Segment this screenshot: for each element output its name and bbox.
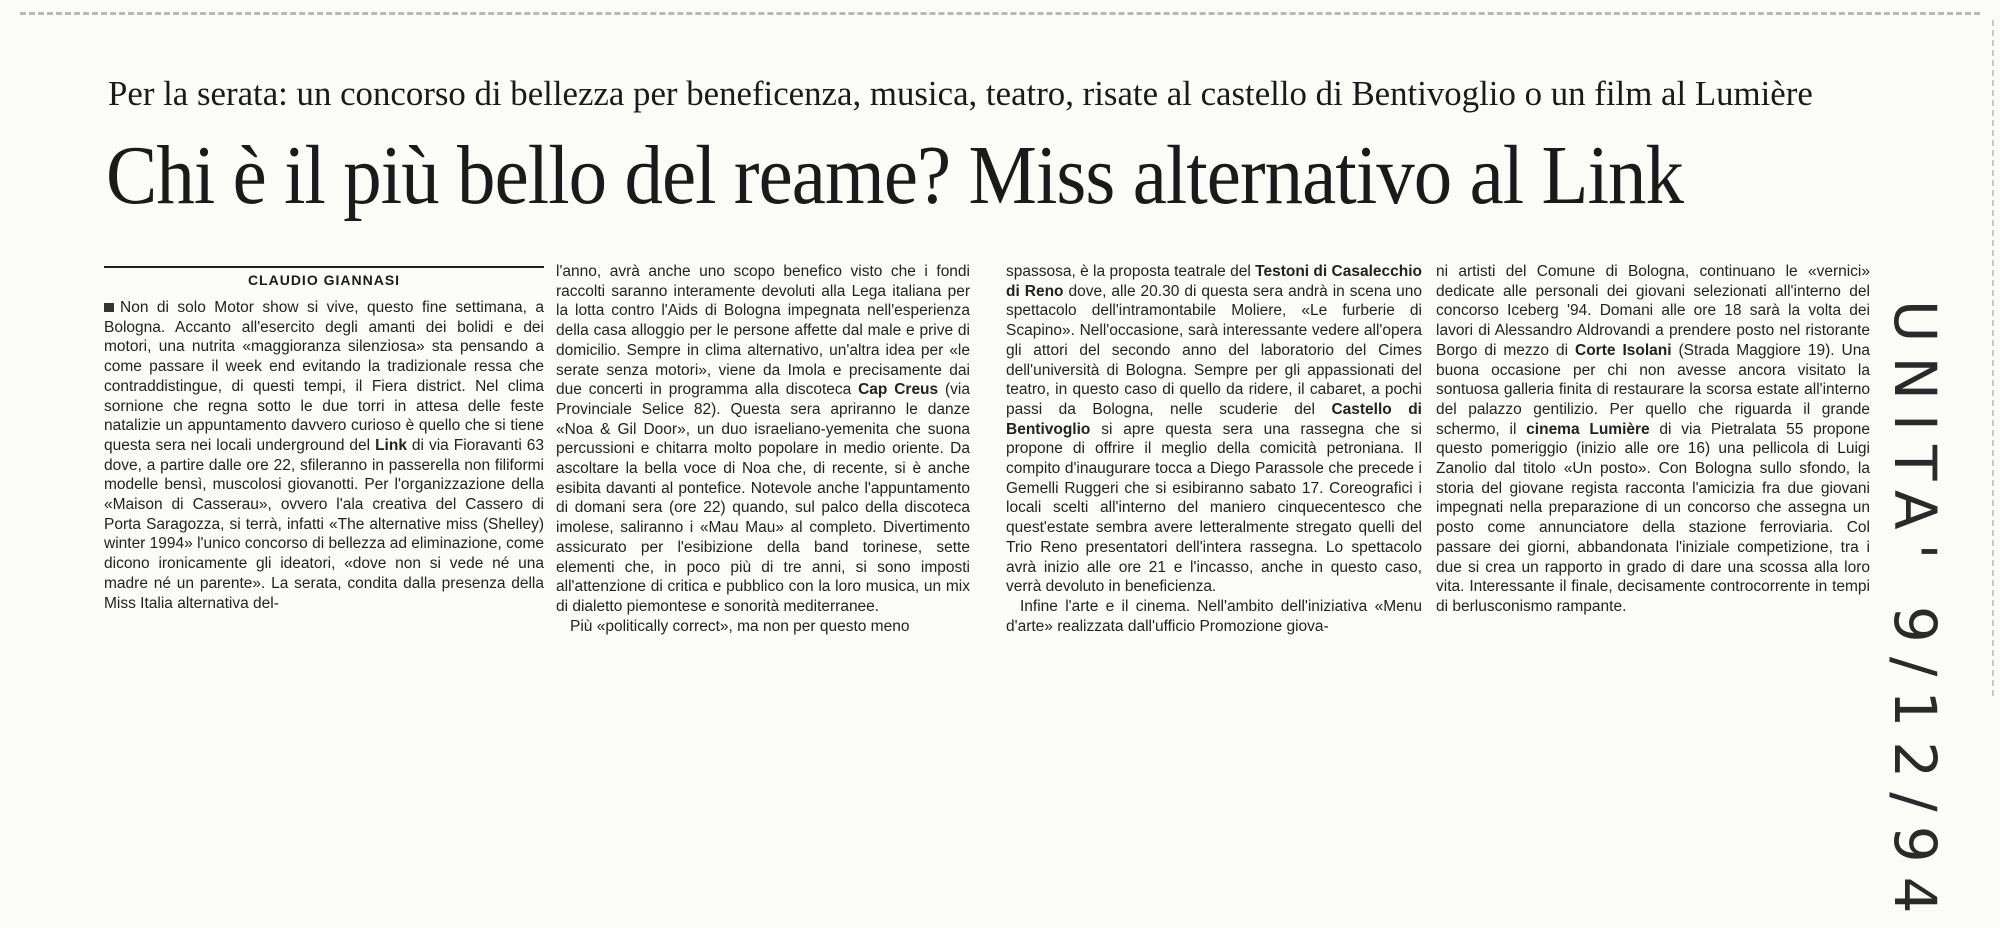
col3-text-c: si apre questa sera una rassegna che si propone di offrire il meglio della comicità petroniana. Il compito d'inaugurare tocca a Diego Parassole che precede i Gemelli Ruggeri che si esibiranno sabato 17. Coreografici i locali scelti all'interno del maniero cinquecentesco che quest'estate sembra avere letteralmente stregato quelli del Trio Reno presentatori dell'intera rassegna. Lo spettacolo avrà inizio alle ore 21 e l'incasso, anche in questo caso, verrà devoluto in beneficienza.	[1006, 420, 1422, 596]
col1-text-a: Non di solo Motor show si vive, questo fine settimana, a Bologna. Accanto all'esercito degli amanti dei bolidi e dei motori, una nutrita «maggioranza silenziosa» sta pensando a come passare il week end evitando la tradizionale ressa che contraddistingue, di questi tempi, il Fiera district. Nel clima sornione che regna sotto le due torri in attesa delle feste natalizie un appuntamento davvero curioso è quello che si tiene questa sera nei locali underground del	[104, 299, 544, 454]
col3-text-a: spassosa, è la proposta teatrale del	[1006, 263, 1256, 280]
col3-bold-testoni: Testoni di Casalecchio di Reno	[1006, 263, 1422, 300]
article-headline: Chi è il più bello del reame? Miss alternativo al Link	[106, 129, 1684, 222]
col2-text-a: l'anno, avrà anche uno scopo benefico visto che i fondi raccolti saranno interamente devoluti alla Lega italiana per la lotta contro l'Aids di Bologna impegnata nell'esperienza della casa alloggio per le persone affette dal male e prive di domicilio. Sempre in clima alternativo, un'altra idea per «le serate senza motori», viene da Imola e precisamente dai due concerti in programma alla discoteca	[556, 263, 970, 399]
article-column-1	[104, 298, 544, 613]
handwritten-source-note: UNITA' 9/12/94	[1881, 300, 1949, 928]
article-column-2	[556, 262, 970, 636]
col1-bold-link: Link	[375, 436, 407, 454]
col3-paragraph-2: Infine l'arte e il cinema. Nell'ambito dell'iniziativa «Menu d'arte» realizzata dall'ufficio Promozione giova-	[1006, 597, 1422, 635]
col4-bold-corte-isolani: Corte Isolani	[1575, 341, 1672, 359]
bullet-square-icon	[104, 303, 114, 312]
col3-text-b: dove, alle 20.30 di questa sera andrà in scena uno spettacolo dell'intramontabile Moliere, «Le furberie di Scapino». Nell'occasione, sarà interessante vedere all'opera gli attori del secondo anno del laboratorio del Cimes dell'università di Bologna. Sempre per gli appassionati del teatro, in questo caso di quello da ridere, il cabaret, a pochi passi da Bologna, nelle scuderie del	[1006, 282, 1422, 418]
clipping-right-edge	[1992, 20, 1994, 696]
article-column-4	[1436, 262, 1870, 617]
col1-text-b: di via Fioravanti 63 dove, a partire dalle ore 22, sfileranno in passerella non filiformi modelle bensì, muscolosi giovanotti. Per l'organizzazione della «Maison di Casserau», ovvero l'ala creativa del Cassero di Porta Saragozza, si terrà, infatti «The alternative miss (Shelley) winter 1994» l'unico concorso di bellezza ad eliminazione, come dicono ironicamente gli ideatori, «dove non si vede né una madre né un parente». La serata, condita dalla presenza della Miss Italia alternativa del-	[104, 436, 544, 612]
byline-rule	[104, 266, 544, 268]
col2-paragraph-2: Più «politically correct», ma non per questo meno	[570, 617, 910, 635]
col3-bold-castello: Castello di Bentivoglio	[1006, 400, 1422, 438]
col4-text-c: di via Pietralata 55 propone questo pomeriggio (inizio alle ore 16) una pellicola di Luigi Zanolio dal titolo «Un posto». Con Bologna sullo sfondo, la storia del giovane regista racconta l'amicizia fra due giovani impegnati nella preparazione di un concorso che assegna un posto come annunciatore della stazione ferroviaria. Col passare dei giorni, abbandonata l'iniziale competizione, tra i due si crea un rapporto in grado di dare una scossa alla loro vita. Interessante il finale, decisamente controcorrente in tempi di berlusconismo rampante.	[1436, 420, 1870, 615]
article-kicker: Per la serata: un concorso di bellezza per beneficenza, musica, teatro, risate al castello di Bentivoglio o un film al Lumière	[108, 74, 1813, 113]
col2-bold-cap-creus: Cap Creus	[858, 381, 939, 399]
clipping-top-edge	[20, 12, 1980, 15]
col4-text-b: (Strada Maggiore 19). Una buona occasione per chi non avesse ancora visitato la sontuosa galleria finita di restaurare la scorsa estate all'interno del palazzo gentilizio. Per quello che riguarda il grande schermo, il	[1436, 341, 1870, 438]
col2-text-b: (via Provinciale Selice 82). Questa sera apriranno le danze «Noa & Gil Door», un duo israeliano-yemenita che suona percussioni e chitarra molto popolare in medio oriente. Da ascoltare la bella voce di Noa che, di recente, si è anche esibita davanti al pontefice. Notevole anche l'appuntamento di domani sera (ore 22) quando, sul palco della discoteca imolese, saliranno i «Mau Mau» al completo. Divertimento assicurato per l'esibizione della band torinese, sette elementi che, in poco più di tre anni, si sono imposti all'attenzione di critica e pubblico con la loro musica, un mix di dialetto piemontese e sonorità mediterranee.	[556, 381, 970, 615]
article-byline: CLAUDIO GIANNASI	[247, 272, 401, 288]
article-column-3	[1006, 262, 1422, 636]
col4-bold-cinema-lumiere: cinema Lumière	[1526, 420, 1650, 438]
col4-text-a: ni artisti del Comune di Bologna, continuano le «vernici» dedicate alle personali dei giovani selezionati all'interno del concorso Iceberg '94. Domani alle ore 18 sarà la volta dei lavori di Alessandro Aldrovandi a prendere posto nel ristorante Borgo di mezzo di	[1436, 263, 1870, 359]
